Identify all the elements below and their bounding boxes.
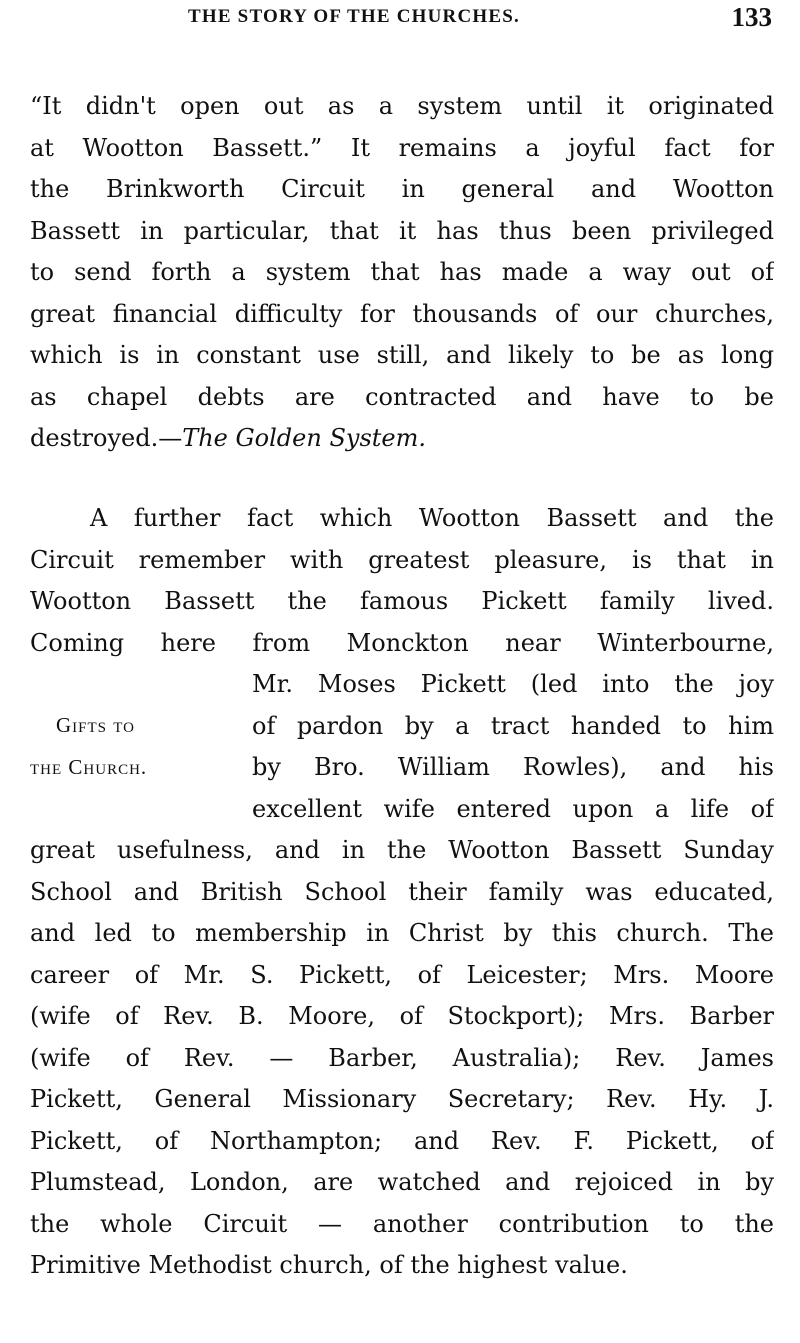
text-line: the Brinkworth Circuit in general and Wootton [30, 175, 774, 203]
text-line: Plumstead, London, are watched and rejoiced in by [30, 1168, 774, 1196]
citation: The Golden System. [182, 424, 426, 452]
text-line: great usefulness, and in the Wootton Bassett Sunday [30, 836, 774, 864]
text-line: at Wootton Bassett.” It remains a joyful fact for [30, 133, 774, 162]
text-line: Pickett, General Missionary Secretary; Rev. Hy. J. [30, 1085, 774, 1113]
text-fragment: destroyed.— [30, 424, 183, 452]
text-line: the whole Circuit — another contribution to the [30, 1209, 774, 1238]
text-line: by Bro. William Rowles), and his [252, 753, 774, 781]
text-line [30, 418, 774, 460]
text-line: Coming here from Monckton near Winterbourne, [30, 628, 774, 657]
text-line: A further fact which Wootton Bassett and the [90, 504, 774, 532]
text-line: Mr. Moses Pickett (led into the joy [252, 670, 774, 698]
running-head: THE STORY OF THE CHURCHES. [188, 6, 520, 27]
text-line: (wife of Rev. — Barber, Australia); Rev. James [30, 1043, 774, 1072]
pickett-paragraph-continued [30, 830, 774, 1287]
text-line: and led to membership in Christ by this church. The [30, 919, 774, 947]
pickett-paragraph-opening [30, 498, 774, 664]
text-line: excellent wife entered upon a life of [252, 794, 774, 823]
margin-note-line: the Church. [30, 754, 148, 779]
margin-note [30, 705, 230, 788]
text-line: “It didn't open out as a system until it originated [30, 92, 774, 120]
text-line: Bassett in particular, that it has thus been privileged [30, 216, 774, 245]
text-line: (wife of Rev. B. Moore, of Stockport); Mrs. Barber [30, 1002, 774, 1030]
page-number: 133 [731, 2, 772, 32]
text-line: career of Mr. S. Pickett, of Leicester; Mrs. Moore [30, 960, 774, 989]
text-line: School and British School their family was educated, [30, 877, 774, 906]
wrapped-text [252, 664, 774, 830]
margin-note-line: Gifts to [56, 713, 135, 737]
text-line: Circuit remember with greatest pleasure, is that in [30, 545, 774, 574]
text-line: Primitive Methodist church, of the highest value. [30, 1251, 628, 1279]
text-line: of pardon by a tract handed to him [252, 711, 774, 740]
text-line: great financial difficulty for thousands of our churches, [30, 299, 774, 328]
text-line: which is in constant use still, and likely to be as long [30, 341, 774, 369]
text-line: Pickett, of Northampton; and Rev. F. Pickett, of [30, 1126, 774, 1155]
text-line: to send forth a system that has made a way out of [30, 258, 774, 286]
quote-paragraph [30, 86, 774, 460]
text-line: as chapel debts are contracted and have to be [30, 382, 774, 411]
text-line: Wootton Bassett the famous Pickett family lived. [30, 587, 774, 615]
